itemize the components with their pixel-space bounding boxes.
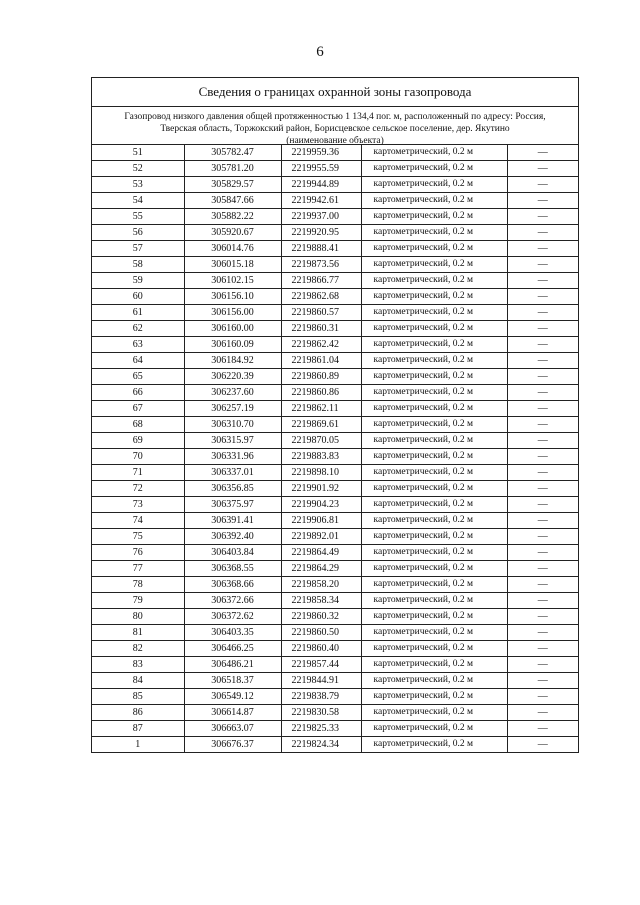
method-cell: картометрический, 0.2 м xyxy=(361,545,507,561)
description-cell: — xyxy=(507,385,578,401)
x-coordinate-cell: 306676.37 xyxy=(184,737,281,753)
x-coordinate-cell: 306102.15 xyxy=(184,273,281,289)
table-row xyxy=(92,513,578,529)
x-coordinate-cell: 306310.70 xyxy=(184,417,281,433)
y-coordinate-cell: 2219873.56 xyxy=(281,257,361,273)
x-coordinate-cell: 306518.37 xyxy=(184,673,281,689)
x-coordinate-cell: 306372.62 xyxy=(184,609,281,625)
x-coordinate-cell: 306331.96 xyxy=(184,449,281,465)
y-coordinate-cell: 2219825.33 xyxy=(281,721,361,737)
object-description xyxy=(92,107,578,145)
x-coordinate-cell: 306315.97 xyxy=(184,433,281,449)
description-cell: — xyxy=(507,705,578,721)
y-coordinate-cell: 2219864.49 xyxy=(281,545,361,561)
x-coordinate-cell: 306337.01 xyxy=(184,465,281,481)
description-cell: — xyxy=(507,497,578,513)
method-cell: картометрический, 0.2 м xyxy=(361,593,507,609)
table-row xyxy=(92,289,578,305)
point-number-cell: 68 xyxy=(92,417,184,433)
table-row xyxy=(92,433,578,449)
method-cell: картометрический, 0.2 м xyxy=(361,289,507,305)
y-coordinate-cell: 2219860.86 xyxy=(281,385,361,401)
table-row xyxy=(92,337,578,353)
description-cell: — xyxy=(507,433,578,449)
x-coordinate-cell: 306160.09 xyxy=(184,337,281,353)
method-cell: картометрический, 0.2 м xyxy=(361,337,507,353)
x-coordinate-cell: 305781.20 xyxy=(184,161,281,177)
description-cell: — xyxy=(507,177,578,193)
y-coordinate-cell: 2219857.44 xyxy=(281,657,361,673)
method-cell: картометрический, 0.2 м xyxy=(361,273,507,289)
table-row xyxy=(92,209,578,225)
x-coordinate-cell: 306356.85 xyxy=(184,481,281,497)
x-coordinate-cell: 306156.00 xyxy=(184,305,281,321)
table-row xyxy=(92,689,578,705)
point-number-cell: 56 xyxy=(92,225,184,241)
description-cell: — xyxy=(507,577,578,593)
y-coordinate-cell: 2219869.61 xyxy=(281,417,361,433)
y-coordinate-cell: 2219844.91 xyxy=(281,673,361,689)
point-number-cell: 77 xyxy=(92,561,184,577)
method-cell: картометрический, 0.2 м xyxy=(361,481,507,497)
x-coordinate-cell: 305782.47 xyxy=(184,145,281,161)
y-coordinate-cell: 2219920.95 xyxy=(281,225,361,241)
y-coordinate-cell: 2219937.00 xyxy=(281,209,361,225)
method-cell: картометрический, 0.2 м xyxy=(361,513,507,529)
table-row xyxy=(92,481,578,497)
point-number-cell: 65 xyxy=(92,369,184,385)
point-number-cell: 84 xyxy=(92,673,184,689)
table-row xyxy=(92,161,578,177)
description-cell: — xyxy=(507,305,578,321)
x-coordinate-cell: 306466.25 xyxy=(184,641,281,657)
description-cell: — xyxy=(507,673,578,689)
y-coordinate-cell: 2219860.31 xyxy=(281,321,361,337)
x-coordinate-cell: 306403.35 xyxy=(184,625,281,641)
table-row xyxy=(92,401,578,417)
table-row xyxy=(92,369,578,385)
description-cell: — xyxy=(507,225,578,241)
description-cell: — xyxy=(507,737,578,753)
y-coordinate-cell: 2219862.42 xyxy=(281,337,361,353)
point-number-cell: 87 xyxy=(92,721,184,737)
y-coordinate-cell: 2219883.83 xyxy=(281,449,361,465)
x-coordinate-cell: 306160.00 xyxy=(184,321,281,337)
table-row xyxy=(92,241,578,257)
description-cell: — xyxy=(507,561,578,577)
point-number-cell: 78 xyxy=(92,577,184,593)
x-coordinate-cell: 306486.21 xyxy=(184,657,281,673)
description-cell: — xyxy=(507,321,578,337)
y-coordinate-cell: 2219892.01 xyxy=(281,529,361,545)
point-number-cell: 62 xyxy=(92,321,184,337)
table-row xyxy=(92,561,578,577)
y-coordinate-cell: 2219862.68 xyxy=(281,289,361,305)
x-coordinate-cell: 306014.76 xyxy=(184,241,281,257)
point-number-cell: 1 xyxy=(92,737,184,753)
y-coordinate-cell: 2219944.89 xyxy=(281,177,361,193)
point-number-cell: 80 xyxy=(92,609,184,625)
y-coordinate-cell: 2219860.57 xyxy=(281,305,361,321)
point-number-cell: 66 xyxy=(92,385,184,401)
method-cell: картометрический, 0.2 м xyxy=(361,305,507,321)
table-row xyxy=(92,721,578,737)
y-coordinate-cell: 2219861.04 xyxy=(281,353,361,369)
x-coordinate-cell: 305829.57 xyxy=(184,177,281,193)
description-cell: — xyxy=(507,241,578,257)
table-row xyxy=(92,497,578,513)
method-cell: картометрический, 0.2 м xyxy=(361,577,507,593)
x-coordinate-cell: 306549.12 xyxy=(184,689,281,705)
x-coordinate-cell: 306015.18 xyxy=(184,257,281,273)
y-coordinate-cell: 2219858.34 xyxy=(281,593,361,609)
point-number-cell: 60 xyxy=(92,289,184,305)
description-cell: — xyxy=(507,513,578,529)
method-cell: картометрический, 0.2 м xyxy=(361,561,507,577)
method-cell: картометрический, 0.2 м xyxy=(361,465,507,481)
point-number-cell: 74 xyxy=(92,513,184,529)
y-coordinate-cell: 2219906.81 xyxy=(281,513,361,529)
description-caption: (наименование объекта) xyxy=(286,136,384,146)
method-cell: картометрический, 0.2 м xyxy=(361,193,507,209)
point-number-cell: 73 xyxy=(92,497,184,513)
point-number-cell: 79 xyxy=(92,593,184,609)
description-cell: — xyxy=(507,641,578,657)
description-cell: — xyxy=(507,625,578,641)
x-coordinate-cell: 306392.40 xyxy=(184,529,281,545)
point-number-cell: 51 xyxy=(92,145,184,161)
point-number-cell: 72 xyxy=(92,481,184,497)
method-cell: картометрический, 0.2 м xyxy=(361,657,507,673)
description-cell: — xyxy=(507,209,578,225)
table-row xyxy=(92,385,578,401)
x-coordinate-cell: 306257.19 xyxy=(184,401,281,417)
y-coordinate-cell: 2219860.32 xyxy=(281,609,361,625)
y-coordinate-cell: 2219888.41 xyxy=(281,241,361,257)
y-coordinate-cell: 2219838.79 xyxy=(281,689,361,705)
method-cell: картометрический, 0.2 м xyxy=(361,449,507,465)
method-cell: картометрический, 0.2 м xyxy=(361,225,507,241)
table-row xyxy=(92,225,578,241)
point-number-cell: 70 xyxy=(92,449,184,465)
description-cell: — xyxy=(507,545,578,561)
table-row xyxy=(92,609,578,625)
y-coordinate-cell: 2219862.11 xyxy=(281,401,361,417)
description-cell: — xyxy=(507,161,578,177)
table-row xyxy=(92,625,578,641)
points-table xyxy=(92,145,578,752)
points-table-body xyxy=(92,145,578,752)
description-cell: — xyxy=(507,465,578,481)
table-row xyxy=(92,449,578,465)
description-cell: — xyxy=(507,689,578,705)
x-coordinate-cell: 306375.97 xyxy=(184,497,281,513)
page-number: 6 xyxy=(316,44,324,60)
y-coordinate-cell: 2219904.23 xyxy=(281,497,361,513)
table-row xyxy=(92,145,578,161)
method-cell: картометрический, 0.2 м xyxy=(361,209,507,225)
point-number-cell: 63 xyxy=(92,337,184,353)
table-row xyxy=(92,353,578,369)
description-cell: — xyxy=(507,337,578,353)
table-row xyxy=(92,305,578,321)
point-number-cell: 53 xyxy=(92,177,184,193)
method-cell: картометрический, 0.2 м xyxy=(361,625,507,641)
table-row xyxy=(92,257,578,273)
method-cell: картометрический, 0.2 м xyxy=(361,433,507,449)
description-cell: — xyxy=(507,401,578,417)
description-cell: — xyxy=(507,193,578,209)
table-row xyxy=(92,705,578,721)
x-coordinate-cell: 306184.92 xyxy=(184,353,281,369)
description-cell: — xyxy=(507,721,578,737)
description-cell: — xyxy=(507,529,578,545)
method-cell: картометрический, 0.2 м xyxy=(361,417,507,433)
method-cell: картометрический, 0.2 м xyxy=(361,161,507,177)
point-number-cell: 71 xyxy=(92,465,184,481)
description-line-2: Тверская область, Торжокский район, Борисцевское сельское поселение, дер. Якутино xyxy=(160,124,510,134)
point-number-cell: 55 xyxy=(92,209,184,225)
x-coordinate-cell: 306368.55 xyxy=(184,561,281,577)
method-cell: картометрический, 0.2 м xyxy=(361,609,507,625)
x-coordinate-cell: 306237.60 xyxy=(184,385,281,401)
description-cell: — xyxy=(507,593,578,609)
description-cell: — xyxy=(507,657,578,673)
table-title: Сведения о границах охранной зоны газопровода xyxy=(92,78,578,107)
y-coordinate-cell: 2219870.05 xyxy=(281,433,361,449)
method-cell: картометрический, 0.2 м xyxy=(361,177,507,193)
y-coordinate-cell: 2219858.20 xyxy=(281,577,361,593)
y-coordinate-cell: 2219864.29 xyxy=(281,561,361,577)
point-number-cell: 58 xyxy=(92,257,184,273)
x-coordinate-cell: 306403.84 xyxy=(184,545,281,561)
description-cell: — xyxy=(507,289,578,305)
description-line-1: Газопровод низкого давления общей протяженностью 1 134,4 пог. м, расположенный по адресу: Россия, xyxy=(124,112,546,122)
point-number-cell: 83 xyxy=(92,657,184,673)
table-row xyxy=(92,273,578,289)
description-cell: — xyxy=(507,609,578,625)
method-cell: картометрический, 0.2 м xyxy=(361,737,507,753)
point-number-cell: 82 xyxy=(92,641,184,657)
table-row xyxy=(92,417,578,433)
table-row xyxy=(92,321,578,337)
y-coordinate-cell: 2219898.10 xyxy=(281,465,361,481)
x-coordinate-cell: 306220.39 xyxy=(184,369,281,385)
description-cell: — xyxy=(507,353,578,369)
x-coordinate-cell: 305847.66 xyxy=(184,193,281,209)
table-row xyxy=(92,177,578,193)
point-number-cell: 57 xyxy=(92,241,184,257)
method-cell: картометрический, 0.2 м xyxy=(361,353,507,369)
y-coordinate-cell: 2219860.50 xyxy=(281,625,361,641)
x-coordinate-cell: 306663.07 xyxy=(184,721,281,737)
table-row xyxy=(92,545,578,561)
point-number-cell: 76 xyxy=(92,545,184,561)
point-number-cell: 54 xyxy=(92,193,184,209)
point-number-cell: 85 xyxy=(92,689,184,705)
x-coordinate-cell: 306391.41 xyxy=(184,513,281,529)
method-cell: картометрический, 0.2 м xyxy=(361,721,507,737)
method-cell: картометрический, 0.2 м xyxy=(361,257,507,273)
method-cell: картометрический, 0.2 м xyxy=(361,145,507,161)
x-coordinate-cell: 305920.67 xyxy=(184,225,281,241)
x-coordinate-cell: 306614.87 xyxy=(184,705,281,721)
table-row xyxy=(92,593,578,609)
point-number-cell: 59 xyxy=(92,273,184,289)
table-row xyxy=(92,465,578,481)
point-number-cell: 67 xyxy=(92,401,184,417)
y-coordinate-cell: 2219860.40 xyxy=(281,641,361,657)
method-cell: картометрический, 0.2 м xyxy=(361,529,507,545)
table-row xyxy=(92,673,578,689)
table-row xyxy=(92,737,578,753)
description-cell: — xyxy=(507,273,578,289)
y-coordinate-cell: 2219866.77 xyxy=(281,273,361,289)
method-cell: картометрический, 0.2 м xyxy=(361,497,507,513)
y-coordinate-cell: 2219830.58 xyxy=(281,705,361,721)
table-row xyxy=(92,657,578,673)
method-cell: картометрический, 0.2 м xyxy=(361,641,507,657)
description-cell: — xyxy=(507,369,578,385)
description-cell: — xyxy=(507,417,578,433)
y-coordinate-cell: 2219860.89 xyxy=(281,369,361,385)
point-number-cell: 64 xyxy=(92,353,184,369)
point-number-cell: 75 xyxy=(92,529,184,545)
description-cell: — xyxy=(507,257,578,273)
method-cell: картометрический, 0.2 м xyxy=(361,401,507,417)
table-row xyxy=(92,577,578,593)
method-cell: картометрический, 0.2 м xyxy=(361,705,507,721)
method-cell: картометрический, 0.2 м xyxy=(361,689,507,705)
x-coordinate-cell: 306372.66 xyxy=(184,593,281,609)
method-cell: картометрический, 0.2 м xyxy=(361,241,507,257)
table-row xyxy=(92,641,578,657)
point-number-cell: 69 xyxy=(92,433,184,449)
method-cell: картометрический, 0.2 м xyxy=(361,673,507,689)
method-cell: картометрический, 0.2 м xyxy=(361,321,507,337)
y-coordinate-cell: 2219942.61 xyxy=(281,193,361,209)
method-cell: картометрический, 0.2 м xyxy=(361,385,507,401)
point-number-cell: 86 xyxy=(92,705,184,721)
x-coordinate-cell: 306368.66 xyxy=(184,577,281,593)
description-cell: — xyxy=(507,481,578,497)
x-coordinate-cell: 305882.22 xyxy=(184,209,281,225)
description-cell: — xyxy=(507,449,578,465)
table-row xyxy=(92,529,578,545)
y-coordinate-cell: 2219955.59 xyxy=(281,161,361,177)
point-number-cell: 81 xyxy=(92,625,184,641)
y-coordinate-cell: 2219959.36 xyxy=(281,145,361,161)
description-cell: — xyxy=(507,145,578,161)
x-coordinate-cell: 306156.10 xyxy=(184,289,281,305)
method-cell: картометрический, 0.2 м xyxy=(361,369,507,385)
boundary-table xyxy=(91,77,579,753)
y-coordinate-cell: 2219824.34 xyxy=(281,737,361,753)
y-coordinate-cell: 2219901.92 xyxy=(281,481,361,497)
point-number-cell: 52 xyxy=(92,161,184,177)
point-number-cell: 61 xyxy=(92,305,184,321)
table-row xyxy=(92,193,578,209)
